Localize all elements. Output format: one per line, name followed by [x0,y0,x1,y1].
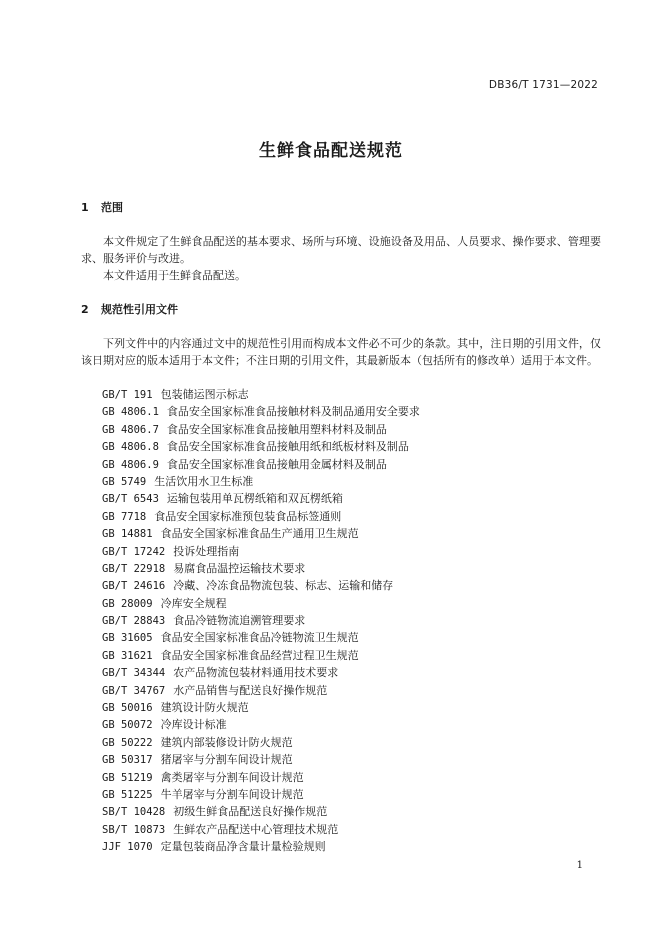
section-2-number: 2 [81,303,89,316]
reference-code: GB/T 191 [102,389,153,401]
reference-item [102,421,420,438]
reference-item [102,682,420,699]
reference-name: 初级生鲜食品配送良好操作规范 [173,805,328,819]
reference-item [102,386,420,403]
reference-name: 包装储运图示标志 [160,388,249,401]
reference-item [102,769,420,786]
reference-item [102,456,420,473]
reference-item [102,490,420,507]
reference-name: 定量包装商品净含量计量检验规则 [160,840,326,854]
reference-name: 生活饮用水卫生标准 [154,474,254,488]
reference-name: 食品安全国家标准食品接触材料及制品通用安全要求 [166,405,420,419]
reference-code: GB 5749 [102,475,147,488]
reference-item [102,786,420,803]
reference-name: 牛羊屠宰与分割车间设计规范 [160,787,304,801]
reference-code: GB 4806.8 [102,441,159,454]
reference-list [102,386,420,856]
reference-item [102,629,420,646]
reference-code: GB/T 34767 [102,684,166,697]
reference-name: 水产品销售与配送良好操作规范 [173,683,328,697]
reference-code: GB/T 6543 [102,493,159,506]
reference-name: 易腐食品温控运输技术要求 [173,561,306,575]
reference-name: 猪屠宰与分割车间设计规范 [160,753,293,767]
section-1-paragraph: 本文件适用于生鲜食品配送。 [103,269,246,282]
reference-code: GB 51225 [102,788,153,801]
reference-name: 禽类屠宰与分割车间设计规范 [160,770,304,784]
reference-code: GB 51219 [102,771,153,784]
section-1-heading [81,199,123,215]
reference-code: GB/T 28843 [102,615,166,628]
reference-code: SB/T 10428 [102,806,166,819]
reference-item [102,612,420,629]
reference-code: GB/T 22918 [102,562,166,575]
section-1-number: 1 [81,201,89,214]
reference-name: 食品安全国家标准食品冷链物流卫生规范 [160,631,359,645]
reference-name: 冷库安全规程 [160,596,227,610]
reference-item [102,716,420,733]
section-2-heading [81,301,178,317]
reference-code: GB 50317 [102,754,153,767]
section-2-intro: 下列文件中的内容通过文中的规范性引用而构成本文件必不可少的条款。其中，注日期的引用文件，仅该日期对应的版本适用于本文件；不注日期的引用文件，其最新版本（包括所有的修改单）适用于本文件。 [81,337,601,367]
reference-item [102,525,420,542]
reference-item [102,751,420,768]
reference-name: 冷藏、冷冻食品物流包装、标志、运输和储存 [173,579,394,593]
reference-code: GB 4806.9 [102,458,159,471]
reference-item [102,473,420,490]
reference-item [102,699,420,716]
reference-code: SB/T 10873 [102,823,166,836]
page-number: 1 [576,860,583,871]
reference-item [102,508,420,525]
reference-code: GB 14881 [102,528,153,541]
reference-item [102,838,420,855]
reference-item [102,560,420,577]
reference-name: 农产品物流包装材料通用技术要求 [173,666,339,680]
reference-item [102,595,420,612]
reference-name: 食品安全国家标准食品接触用纸和纸板材料及制品 [166,440,409,454]
reference-item [102,543,420,560]
reference-code: GB 4806.1 [102,406,159,419]
reference-code: GB/T 17242 [102,545,166,558]
reference-name: 食品安全国家标准食品生产通用卫生规范 [160,527,359,541]
reference-code: JJF 1070 [102,841,153,854]
reference-name: 建筑内部装修设计防火规范 [160,735,293,749]
reference-item [102,664,420,681]
reference-item [102,403,420,420]
document-title: 生鲜食品配送规范 [259,141,403,161]
reference-name: 建筑设计防火规范 [160,701,249,715]
section-1-title: 范围 [101,201,123,214]
reference-item [102,647,420,664]
reference-code: GB 31605 [102,632,153,645]
reference-item [102,734,420,751]
reference-code: GB/T 34344 [102,667,166,680]
reference-code: GB 31621 [102,649,153,662]
reference-name: 运输包装用单瓦楞纸箱和双瓦楞纸箱 [166,492,343,506]
reference-name: 冷库设计标准 [160,718,227,732]
reference-name: 食品安全国家标准食品接触用金属材料及制品 [166,457,387,471]
section-1-paragraph: 本文件规定了生鲜食品配送的基本要求、场所与环境、设施设备及用品、人员要求、操作要求、管理要求、服务评价与改进。 [81,235,601,265]
reference-code: GB 50072 [102,719,153,732]
reference-name: 生鲜农产品配送中心管理技术规范 [173,822,339,836]
reference-item [102,577,420,594]
reference-name: 食品安全国家标准预包装食品标签通则 [154,509,342,523]
reference-item [102,803,420,820]
reference-name: 食品冷链物流追溯管理要求 [173,614,306,628]
reference-code: GB 28009 [102,597,153,610]
document-number: DB36/T 1731—2022 [488,79,598,91]
reference-code: GB 7718 [102,510,147,523]
reference-item [102,821,420,838]
reference-name: 食品安全国家标准食品接触用塑料材料及制品 [166,422,387,436]
reference-name: 投诉处理指南 [173,544,240,558]
reference-code: GB 50222 [102,736,153,749]
reference-code: GB 50016 [102,702,153,715]
reference-name: 食品安全国家标准食品经营过程卫生规范 [160,648,359,662]
reference-code: GB 4806.7 [102,423,159,436]
section-2-title: 规范性引用文件 [101,303,178,316]
reference-code: GB/T 24616 [102,580,166,593]
reference-item [102,438,420,455]
